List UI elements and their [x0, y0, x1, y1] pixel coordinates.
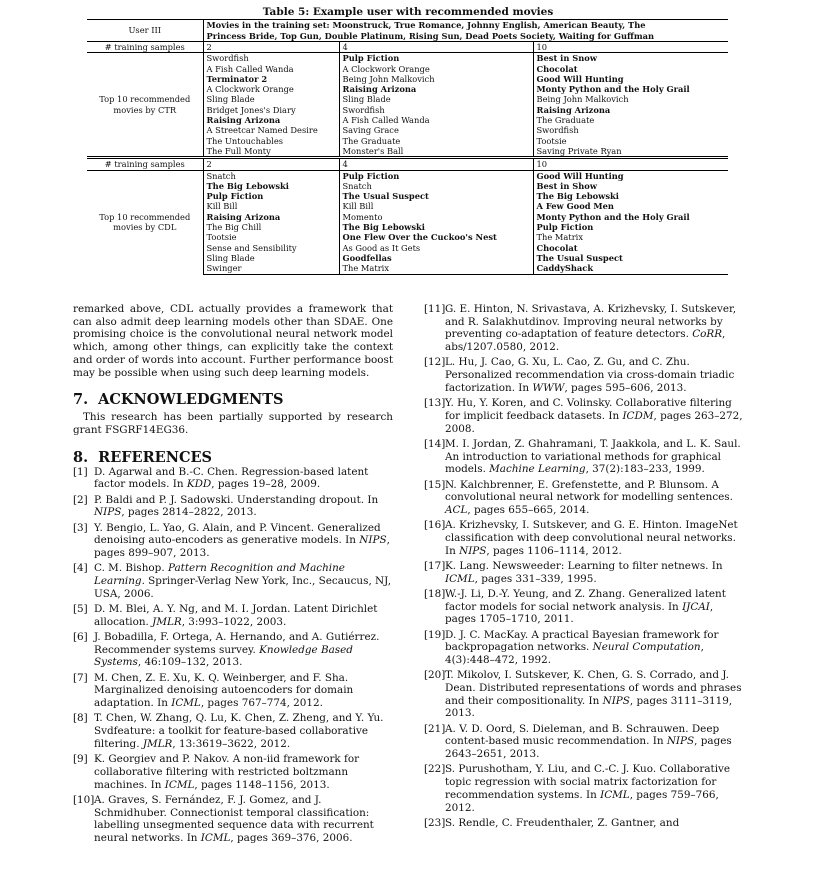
reference-segment: T. Mikolov, I. Sutskever, K. Chen, G. S. Corrado, and J. Dean. Distributed representations of words and phrases and their compositionality. In: [445, 669, 742, 707]
movie-cell: Good Will Hunting: [536, 170, 624, 181]
movie-cell: Swordfish: [203, 53, 339, 64]
training-set-cell: [203, 20, 728, 42]
row-label-line: movies by CDL: [113, 222, 177, 233]
reference-number: [10]: [73, 793, 95, 806]
reference-number: [11]: [424, 303, 446, 315]
sample-count: 4: [339, 42, 533, 53]
reference-venue: Machine Learning: [489, 463, 586, 476]
reference-segment: , pages 767–774, 2012.: [200, 697, 323, 710]
reference-item: [424, 303, 744, 354]
reference-text: [94, 562, 391, 599]
movie-cell: One Flew Over the Cuckoo's Nest: [339, 232, 533, 242]
reference-segment: K. Lang. Newsweeder: Learning to filter netnews. In: [445, 559, 723, 572]
right-column: [424, 303, 744, 832]
reference-venue: NIPS: [602, 694, 630, 707]
reference-item: [73, 672, 393, 710]
reference-text: [445, 303, 736, 353]
reference-segment: , 46:109–132, 2013.: [137, 656, 243, 669]
training-set-line: Movies in the training set: Moonstruck, True Romance, Johnny English, American Beauty, The: [206, 20, 646, 30]
reference-item: [424, 817, 744, 830]
reference-segment: W.-J. Li, D.-Y. Yeung, and Z. Zhang. Generalized latent factor models for social network analysis. In: [445, 587, 726, 613]
reference-venue: JMLR: [142, 737, 173, 750]
movie-cell: Raising Arizona: [339, 84, 533, 94]
left-column: [73, 303, 393, 847]
movie-cell: Monster's Ball: [339, 146, 533, 158]
reference-venue: NIPS: [359, 534, 387, 547]
reference-number: [18]: [424, 587, 446, 600]
reference-item: [424, 588, 744, 626]
reference-segment: N. Kalchbrenner, E. Grefenstette, and P. Blunsom. A convolutional neural network for modelling sentences.: [445, 478, 733, 504]
row-label-line: Top 10 recommended: [99, 212, 191, 222]
movie-cell: Monty Python and the Holy Grail: [536, 84, 690, 95]
reference-segment: , pages 3111–3119, 2013.: [445, 694, 733, 720]
reference-segment: A. V. D. Oord, S. Dieleman, and B. Schrauwen. Deep content-based music recommendation. In: [445, 722, 720, 748]
movie-cell: A Fish Called Wanda: [339, 115, 533, 125]
movie-cell: The Big Lebowski: [536, 191, 619, 202]
movie-cell: Raising Arizona: [203, 212, 339, 222]
reference-number: [23]: [424, 816, 446, 829]
reference-text: [94, 522, 390, 559]
movie-cell: Being John Malkovich: [536, 94, 629, 105]
movie-cell: Sense and Sensibility: [203, 243, 339, 253]
movie-cell: Sling Blade: [203, 253, 339, 263]
reference-venue: ICML: [200, 831, 231, 844]
movie-cell: The Full Monty: [203, 146, 339, 158]
reference-segment: , pages 899–907, 2013.: [94, 534, 390, 560]
body-paragraph: remarked above, CDL actually provides a framework that can also admit deep learning models other than SDAE. One promising choice is the convolutional neural network model which, among other things, can explicitly take the context and order of words into account. Further performance boost may be possible when using such deep learning models.: [73, 303, 393, 379]
reference-segment: , pages 2643–2651, 2013.: [445, 735, 732, 761]
reference-segment: , pages 595–606, 2013.: [564, 381, 687, 394]
samples-label: # training samples: [87, 42, 203, 53]
movie-cell: The Big Lebowski: [339, 222, 533, 232]
reference-number: [2]: [73, 493, 88, 506]
reference-segment: , pages 1106–1114, 2012.: [486, 544, 622, 557]
reference-segment: S. Rendle, C. Freudenthaler, Z. Gantner, and: [445, 816, 680, 829]
reference-segment: K. Georgiev and P. Nakov. A non-iid framework for collaborative filtering with restricted boltzmann machines. In: [94, 753, 360, 791]
reference-text: [445, 669, 742, 719]
reference-text: [445, 629, 719, 666]
reference-segment: . Springer-Verlag New York, Inc., Secaucus, NJ, USA, 2006.: [94, 575, 392, 600]
reference-number: [22]: [424, 763, 446, 776]
reference-venue: NIPS: [666, 735, 695, 748]
reference-number: [20]: [424, 669, 446, 682]
movie-cell: Swordfish: [536, 125, 579, 136]
reference-venue: Pattern Recognition and Machine Learning: [94, 562, 345, 588]
reference-venue: ICML: [171, 697, 201, 710]
movie-cell: The Graduate: [536, 115, 595, 126]
reference-item: [424, 479, 744, 517]
reference-item: [424, 560, 744, 585]
reference-number: [5]: [73, 603, 88, 616]
reference-segment: , pages 655–665, 2014.: [467, 503, 590, 516]
reference-venue: NIPS: [459, 544, 487, 557]
reference-text: [94, 466, 368, 491]
reference-number: [19]: [424, 628, 446, 641]
reference-number: [17]: [424, 559, 446, 572]
reference-item: [73, 494, 393, 519]
movie-cell: Tootsie: [536, 135, 567, 146]
reference-text: [445, 519, 738, 556]
reference-text: [94, 631, 379, 668]
movie-cell: Snatch: [203, 170, 339, 181]
reference-text: [445, 438, 741, 475]
movie-cell: The Graduate: [339, 136, 533, 146]
movie-cell: A Clockwork Orange: [203, 84, 339, 94]
reference-number: [16]: [424, 519, 446, 532]
reference-text: [445, 397, 743, 434]
reference-venue: WWW: [532, 381, 565, 394]
reference-segment: D. Agarwal and B.-C. Chen. Regression-based latent factor models. In: [94, 465, 369, 491]
reference-segment: D. J. C. MacKay. A practical Bayesian framework for backpropagation networks.: [445, 628, 719, 654]
reference-segment: , 13:3619–3622, 2012.: [172, 737, 291, 750]
samples-label: # training samples: [87, 158, 203, 170]
table-caption: Table 5: Example user with recommended movies: [262, 6, 554, 18]
reference-segment: , pages 1705–1710, 2011.: [445, 600, 714, 626]
reference-venue: JMLR: [152, 615, 182, 628]
reference-text: [445, 763, 730, 813]
reference-item: [73, 712, 393, 750]
reference-item: [424, 763, 744, 814]
movie-cell: Monty Python and the Holy Grail: [536, 211, 690, 222]
reference-text: [445, 588, 726, 625]
ctr-row-label: [87, 53, 203, 158]
reference-segment: , pages 263–272, 2008.: [445, 409, 743, 435]
section-heading: [73, 450, 393, 466]
reference-venue: IJCAI: [682, 600, 710, 613]
section-heading: [73, 392, 393, 408]
section-title: ACKNOWLEDGMENTS: [98, 391, 284, 409]
reference-item: [73, 631, 393, 669]
ack-paragraph: This research has been partially supported by research grant FSGRF14EG36.: [73, 411, 393, 436]
reference-text: [94, 494, 378, 519]
reference-segment: A. Krizhevsky, I. Sutskever, and G. E. Hinton. ImageNet classification with deep convolutional neural networks. In: [445, 519, 738, 557]
reference-item: [73, 466, 393, 491]
movie-cell: As Good as It Gets: [339, 243, 533, 253]
reference-number: [3]: [73, 521, 88, 534]
section-number: 7.: [73, 391, 89, 409]
reference-segment: , 3:993–1022, 2003.: [181, 615, 287, 628]
movie-cell: The Big Lebowski: [203, 181, 339, 191]
reference-item: [73, 522, 393, 560]
movie-cell: Being John Malkovich: [339, 74, 533, 84]
movie-cell: Chocolat: [536, 63, 578, 74]
sample-count: 2: [203, 42, 339, 53]
movie-cell: The Usual Suspect: [339, 191, 533, 201]
reference-segment: , pages 19–28, 2009.: [211, 478, 321, 491]
reference-number: [15]: [424, 478, 446, 491]
training-set-line: Princess Bride, Top Gun, Double Platinum, Rising Sun, Dead Poets Society, Waiting for Guffman: [206, 30, 655, 41]
movie-cell: Tootsie: [203, 232, 339, 242]
movie-cell: A Fish Called Wanda: [203, 64, 339, 74]
reference-venue: KDD: [186, 478, 212, 491]
movie-cell: Bridget Jones's Diary: [203, 105, 339, 115]
row-label-line: Top 10 recommended: [99, 94, 191, 105]
reference-number: [7]: [73, 671, 88, 684]
movie-cell: Momento: [339, 212, 533, 222]
movie-cell: Raising Arizona: [536, 104, 611, 115]
reference-item: [424, 519, 744, 557]
reference-text: [445, 723, 732, 760]
movie-cell: Goodfellas: [339, 253, 533, 263]
reference-number: [8]: [73, 712, 88, 725]
reference-text: [94, 603, 377, 628]
movie-cell: Swordfish: [339, 105, 533, 115]
reference-number: [1]: [73, 465, 88, 478]
movie-cell: The Usual Suspect: [536, 252, 623, 263]
reference-number: [14]: [424, 437, 446, 450]
reference-text: [445, 817, 679, 829]
movie-cell: Terminator 2: [203, 74, 339, 84]
reference-list: [73, 466, 393, 845]
movie-cell: The Big Chill: [203, 222, 339, 232]
reference-venue: ICML: [600, 788, 630, 801]
reference-item: [73, 794, 393, 845]
sample-count: 10: [533, 158, 728, 170]
movie-cell: The Matrix: [536, 232, 583, 243]
reference-segment: T. Chen, W. Zhang, Q. Lu, K. Chen, Z. Zheng, and Y. Yu. Svdfeature: a toolkit for feature-based collaborative filtering.: [94, 712, 384, 750]
reference-segment: C. M. Bishop.: [94, 562, 168, 575]
sample-count: 10: [533, 42, 728, 53]
section-number: 8.: [73, 448, 89, 466]
movie-cell: Kill Bill: [339, 201, 533, 211]
reference-segment: A. Graves, S. Fernández, F. J. Gomez, and J. Schmidhuber. Connectionist temporal classification: labelling unsegmented sequence data with recurrent neural networks. In: [94, 793, 374, 844]
reference-venue: Knowledge Based Systems: [94, 643, 353, 669]
reference-segment: Y. Hu, Y. Koren, and C. Volinsky. Collaborative filtering for implicit feedback datasets. In: [445, 397, 732, 422]
movie-cell: Snatch: [339, 181, 533, 191]
reference-item: [73, 753, 393, 791]
movie-cell: Best in Show: [536, 180, 597, 191]
table-row: [87, 170, 728, 181]
sample-count: 2: [203, 158, 339, 170]
reference-text: [445, 479, 733, 516]
user-label-cell: User III: [87, 20, 203, 42]
movie-cell: A Few Good Men: [536, 201, 614, 212]
reference-number: [4]: [73, 562, 88, 575]
reference-segment: Y. Bengio, L. Yao, G. Alain, and P. Vincent. Generalized denoising auto-encoders as generative models. In: [94, 521, 381, 547]
reference-segment: , pages 1148–1156, 2013.: [194, 778, 330, 791]
reference-number: [21]: [424, 722, 446, 735]
movie-cell: A Clockwork Orange: [339, 64, 533, 74]
reference-venue: ICML: [445, 572, 475, 585]
reference-segment: , 4(3):448–472, 1992.: [445, 641, 704, 667]
movie-cell: Best in Snow: [536, 53, 597, 64]
movie-cell: Saving Grace: [339, 125, 533, 135]
reference-text: [94, 794, 374, 844]
reference-segment: J. Bobadilla, F. Ortega, A. Hernando, and A. Gutiérrez. Recommender systems survey.: [94, 631, 380, 656]
movie-cell: Raising Arizona: [203, 115, 339, 125]
reference-number: [12]: [424, 356, 446, 369]
movie-cell: Pulp Fiction: [536, 222, 594, 233]
reference-item: [424, 397, 744, 435]
reference-segment: S. Purushotham, Y. Liu, and C.-C. J. Kuo. Collaborative topic regression with social matrix factorization for recommendation systems. In: [445, 763, 731, 801]
movie-cell: Pulp Fiction: [339, 170, 533, 181]
recommendation-table: [87, 19, 728, 275]
reference-venue: Neural Computation: [592, 641, 701, 654]
reference-number: [13]: [424, 397, 446, 410]
sample-count: 4: [339, 158, 533, 170]
cdl-row-label: [87, 170, 203, 274]
reference-segment: L. Hu, J. Cao, G. Xu, L. Cao, Z. Gu, and C. Zhu. Personalized recommendation via cross-domain triadic factorization. In: [445, 356, 735, 394]
movie-cell: The Untouchables: [203, 136, 339, 146]
reference-segment: D. M. Blei, A. Y. Ng, and M. I. Jordan. Latent Dirichlet allocation.: [94, 603, 378, 628]
reference-text: [445, 356, 734, 393]
reference-text: [94, 672, 353, 709]
movie-cell: Sling Blade: [339, 94, 533, 104]
movie-cell: Chocolat: [536, 242, 578, 253]
reference-segment: , abs/1207.0580, 2012.: [445, 328, 726, 354]
reference-text: [94, 753, 359, 790]
reference-segment: , pages 2814–2822, 2013.: [121, 506, 257, 519]
row-label-line: movies by CTR: [113, 104, 177, 115]
reference-list: [424, 303, 744, 830]
reference-segment: , pages 759–766, 2012.: [445, 788, 719, 814]
table-row: [87, 53, 728, 64]
movie-cell: CaddyShack: [533, 263, 728, 274]
reference-venue: NIPS: [94, 506, 122, 519]
reference-item: [73, 562, 393, 600]
reference-venue: ICML: [164, 778, 195, 791]
reference-segment: G. E. Hinton, N. Srivastava, A. Krizhevsky, I. Sutskever, and R. Salakhutdinov. Improving neural networks by preventing co-adaptation of feature detectors.: [445, 303, 737, 341]
movie-cell: Swinger: [203, 263, 339, 274]
movie-cell: A Streetcar Named Desire: [203, 125, 339, 135]
reference-item: [424, 629, 744, 667]
reference-item: [424, 669, 744, 720]
reference-segment: , pages 331–339, 1995.: [474, 572, 597, 585]
reference-segment: , 37(2):183–233, 1999.: [585, 463, 705, 476]
movie-cell: The Matrix: [339, 263, 533, 274]
section-title: REFERENCES: [98, 448, 213, 466]
reference-segment: P. Baldi and P. J. Sadowski. Understanding dropout. In: [94, 493, 379, 506]
reference-number: [6]: [73, 631, 88, 644]
reference-item: [73, 603, 393, 628]
reference-venue: ACL: [445, 503, 468, 516]
movie-cell: Sling Blade: [203, 94, 339, 104]
reference-item: [424, 438, 744, 476]
reference-item: [424, 723, 744, 761]
reference-number: [9]: [73, 753, 88, 766]
movie-cell: Pulp Fiction: [339, 53, 533, 64]
reference-segment: M. Chen, Z. E. Xu, K. Q. Weinberger, and F. Sha. Marginalized denoising autoencoders for domain adaptation. In: [94, 671, 354, 710]
reference-segment: , pages 369–376, 2006.: [230, 831, 353, 844]
reference-venue: ICDM: [622, 409, 654, 422]
movie-cell: Pulp Fiction: [203, 191, 339, 201]
reference-venue: CoRR: [692, 328, 723, 341]
reference-text: [445, 560, 723, 585]
reference-segment: M. I. Jordan, Z. Ghahramani, T. Jaakkola, and L. K. Saul. An introduction to variational methods for graphical models.: [445, 437, 741, 476]
movie-cell: Good Will Hunting: [536, 73, 624, 84]
reference-text: [94, 712, 383, 749]
reference-item: [424, 356, 744, 394]
movie-cell: Kill Bill: [203, 201, 339, 211]
movie-cell: Saving Private Ryan: [533, 146, 728, 158]
